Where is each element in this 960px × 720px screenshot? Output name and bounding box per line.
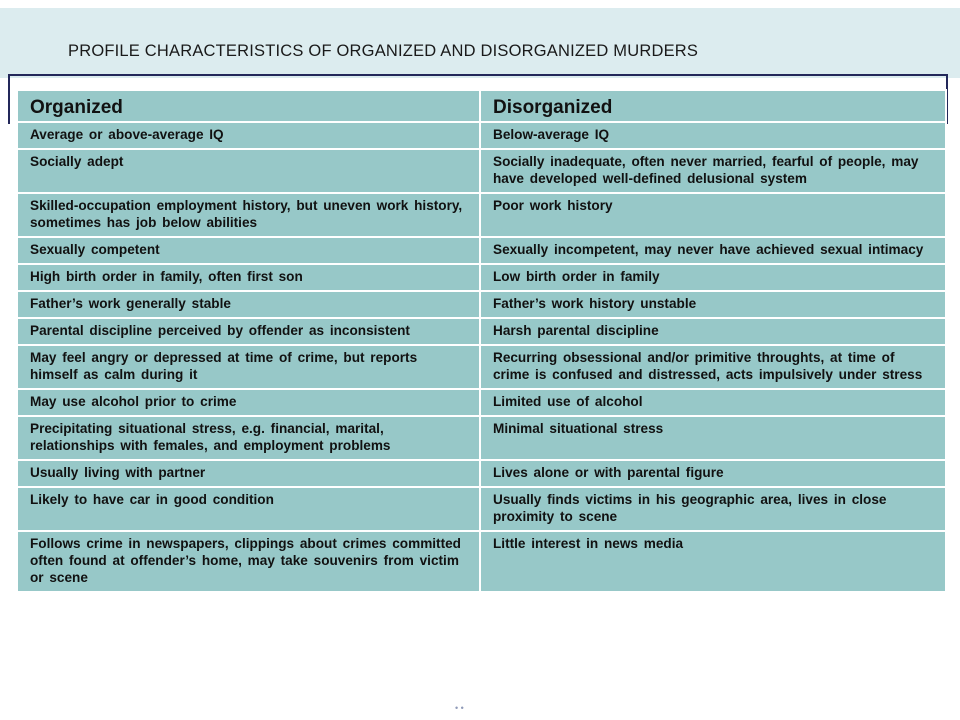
table-row: [17, 291, 946, 318]
disorganized-cell: Harsh parental discipline: [480, 318, 946, 345]
slide-title: PROFILE CHARACTERISTICS OF ORGANIZED AND DISORGANIZED MURDERS: [68, 42, 699, 60]
disorganized-cell: Recurring obsessional and/or primitive throughts, at time of crime is confused and distressed, acts impulsively under stress: [480, 345, 946, 389]
disorganized-cell: Father’s work history unstable: [480, 291, 946, 318]
table-row: [17, 149, 946, 193]
organized-cell: Parental discipline perceived by offender as inconsistent: [17, 318, 480, 345]
disorganized-cell: Lives alone or with parental figure: [480, 460, 946, 487]
table-row: [17, 487, 946, 531]
organized-cell: May feel angry or depressed at time of crime, but reports himself as calm during it: [17, 345, 480, 389]
organized-cell: Precipitating situational stress, e.g. financial, marital, relationships with females, and employment problems: [17, 416, 480, 460]
profile-table-container: [16, 89, 945, 593]
table-row: [17, 237, 946, 264]
disorganized-cell: Sexually incompetent, may never have achieved sexual intimacy: [480, 237, 946, 264]
table-row: [17, 460, 946, 487]
profile-table: [16, 89, 947, 593]
organized-cell: Sexually competent: [17, 237, 480, 264]
table-row: [17, 318, 946, 345]
table-row: [17, 264, 946, 291]
disorganized-cell: Limited use of alcohol: [480, 389, 946, 416]
disorganized-cell: Minimal situational stress: [480, 416, 946, 460]
table-row: [17, 531, 946, 592]
organized-cell: Average or above-average IQ: [17, 122, 480, 149]
disorganized-cell: Low birth order in family: [480, 264, 946, 291]
organized-cell: Likely to have car in good condition: [17, 487, 480, 531]
table-header-row: [17, 90, 946, 122]
disorganized-cell: Poor work history: [480, 193, 946, 237]
disorganized-cell: Little interest in news media: [480, 531, 946, 592]
table-row: [17, 389, 946, 416]
table-row: [17, 193, 946, 237]
header-organized: Organized: [17, 90, 480, 122]
footer-mark: • •: [455, 703, 464, 713]
organized-cell: High birth order in family, often first son: [17, 264, 480, 291]
disorganized-cell: Socially inadequate, often never married, fearful of people, may have developed well-defined delusional system: [480, 149, 946, 193]
organized-cell: Skilled-occupation employment history, but uneven work history, sometimes has job below abilities: [17, 193, 480, 237]
header-disorganized: Disorganized: [480, 90, 946, 122]
disorganized-cell: Below-average IQ: [480, 122, 946, 149]
organized-cell: Socially adept: [17, 149, 480, 193]
table-body: [17, 122, 946, 592]
disorganized-cell: Usually finds victims in his geographic area, lives in close proximity to scene: [480, 487, 946, 531]
organized-cell: Follows crime in newspapers, clippings about crimes committed often found at offender’s home, may take souvenirs from victim or scene: [17, 531, 480, 592]
organized-cell: May use alcohol prior to crime: [17, 389, 480, 416]
organized-cell: Father’s work generally stable: [17, 291, 480, 318]
table-row: [17, 122, 946, 149]
table-row: [17, 345, 946, 389]
organized-cell: Usually living with partner: [17, 460, 480, 487]
table-row: [17, 416, 946, 460]
